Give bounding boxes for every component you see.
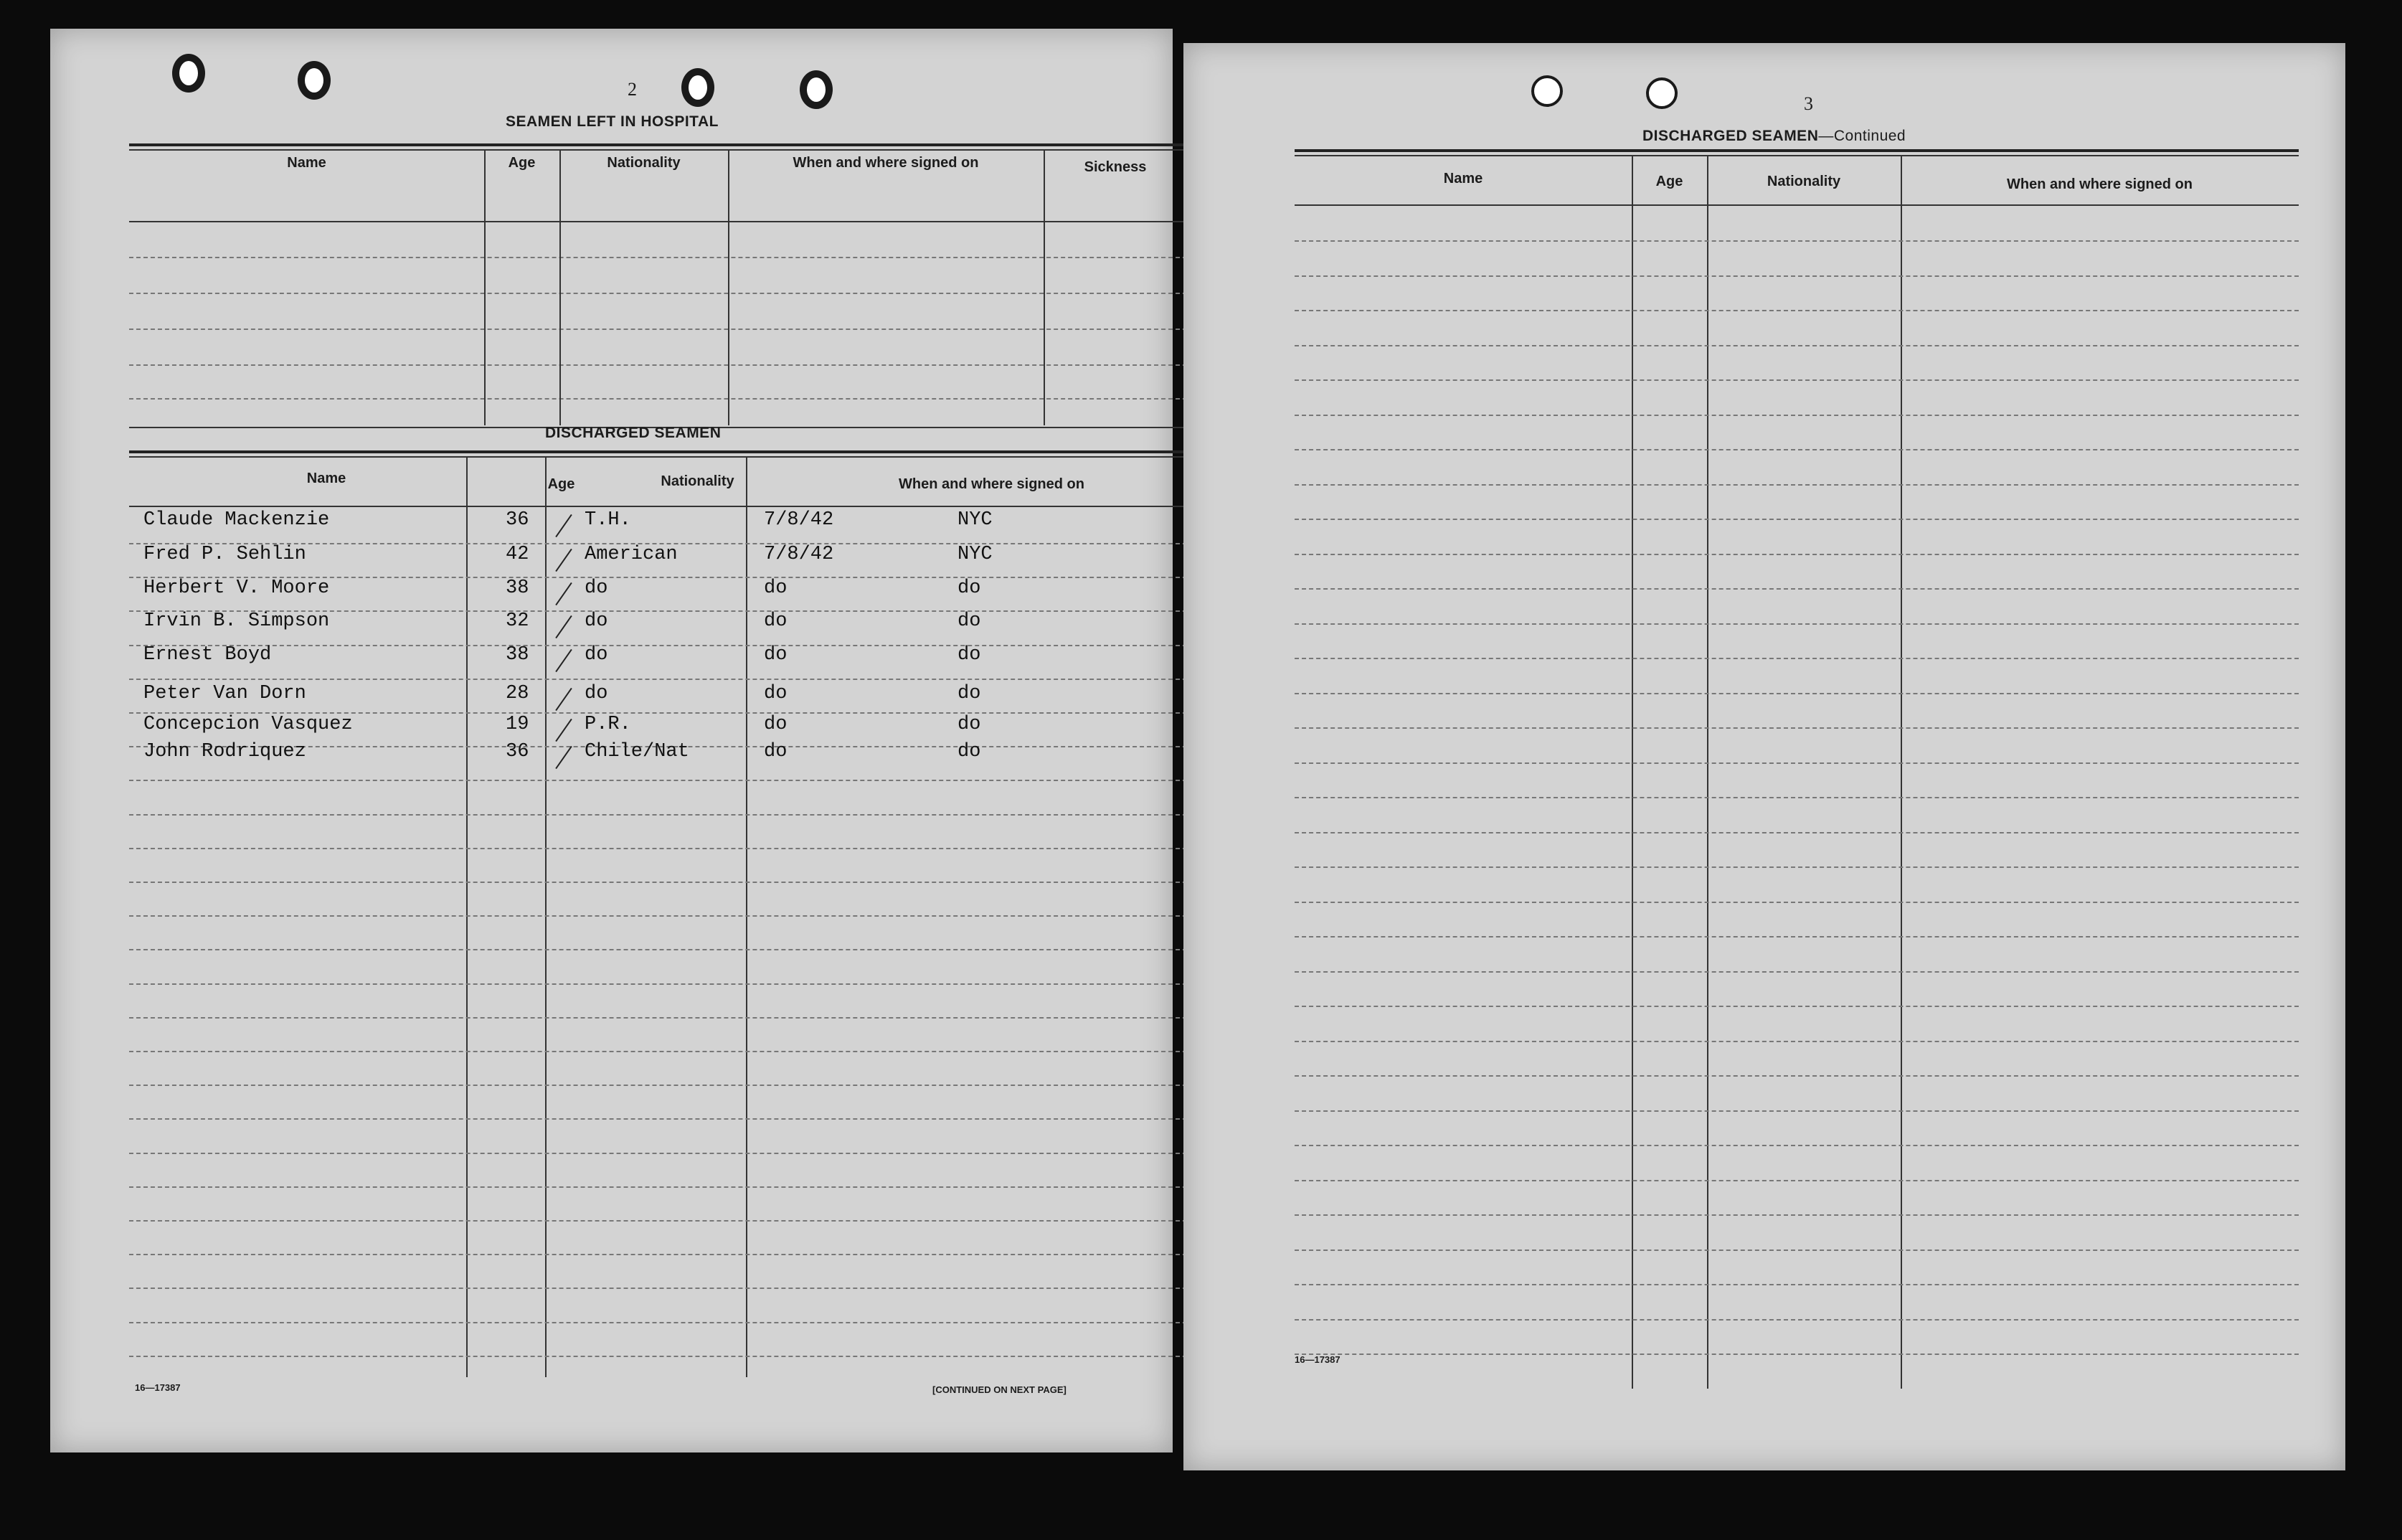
hospital-header-signed-on: When and where signed on bbox=[793, 155, 979, 171]
seaman-nationality: P.R. bbox=[585, 714, 631, 735]
form-number: 16—17387 bbox=[135, 1382, 181, 1393]
signed-on-date: do bbox=[764, 683, 788, 704]
seaman-name: John Rodriquez bbox=[143, 741, 306, 762]
signed-on-date: 7/8/42 bbox=[764, 509, 834, 531]
signed-on-place: do bbox=[958, 577, 981, 599]
right-header-name: Name bbox=[1443, 171, 1483, 186]
hospital-section-title: SEAMEN LEFT IN HOSPITAL bbox=[506, 113, 719, 130]
seaman-name: Claude Mackenzie bbox=[143, 509, 330, 531]
discharged-header-nationality: Nationality bbox=[661, 473, 734, 489]
check-mark bbox=[555, 615, 572, 638]
left-page bbox=[50, 29, 1173, 1452]
signed-on-place: do bbox=[958, 741, 981, 762]
hospital-header-sickness: Sickness bbox=[1084, 159, 1147, 175]
signed-on-date: do bbox=[764, 577, 788, 599]
punch-hole bbox=[800, 70, 833, 109]
signed-on-date: do bbox=[764, 610, 788, 632]
right-header-signed-on: When and where signed on bbox=[2007, 176, 2193, 192]
check-mark bbox=[555, 514, 572, 537]
check-mark bbox=[555, 649, 572, 672]
page-number: 3 bbox=[1804, 93, 1813, 114]
seaman-nationality: Chile/Nat bbox=[585, 741, 689, 762]
hospital-header-nationality: Nationality bbox=[607, 155, 681, 171]
seaman-age: 32 bbox=[506, 610, 529, 632]
hospital-header-name: Name bbox=[287, 155, 326, 171]
seaman-age: 38 bbox=[506, 644, 529, 666]
page-number: 2 bbox=[628, 79, 637, 100]
punch-hole bbox=[1646, 77, 1678, 109]
check-mark bbox=[555, 719, 572, 742]
seaman-nationality: American bbox=[585, 544, 678, 565]
seaman-name: Fred P. Sehlin bbox=[143, 544, 306, 565]
seaman-nationality: do bbox=[585, 610, 608, 632]
discharged-continued-title: DISCHARGED SEAMEN—Continued bbox=[1642, 128, 1906, 144]
check-mark bbox=[555, 746, 572, 769]
seaman-name: Irvin B. Simpson bbox=[143, 610, 330, 632]
seaman-age: 36 bbox=[506, 509, 529, 531]
seaman-nationality: do bbox=[585, 683, 608, 704]
seaman-nationality: do bbox=[585, 644, 608, 666]
signed-on-date: 7/8/42 bbox=[764, 544, 834, 565]
seaman-age: 28 bbox=[506, 683, 529, 704]
signed-on-place: NYC bbox=[958, 544, 993, 565]
punch-hole bbox=[172, 54, 205, 93]
check-mark bbox=[555, 582, 572, 605]
punch-hole bbox=[1531, 75, 1563, 107]
signed-on-date: do bbox=[764, 714, 788, 735]
seaman-age: 38 bbox=[506, 577, 529, 599]
right-header-nationality: Nationality bbox=[1767, 174, 1841, 189]
signed-on-place: do bbox=[958, 644, 981, 666]
signed-on-date: do bbox=[764, 644, 788, 666]
check-mark bbox=[555, 549, 572, 572]
check-mark bbox=[555, 688, 572, 711]
signed-on-date: do bbox=[764, 741, 788, 762]
signed-on-place: do bbox=[958, 714, 981, 735]
seaman-name: Ernest Boyd bbox=[143, 644, 272, 666]
hospital-header-age: Age bbox=[508, 155, 536, 171]
signed-on-place: do bbox=[958, 610, 981, 632]
discharged-header-signed-on: When and where signed on bbox=[899, 476, 1084, 492]
seaman-age: 36 bbox=[506, 741, 529, 762]
continued-note: [CONTINUED ON NEXT PAGE] bbox=[932, 1384, 1067, 1395]
right-page bbox=[1183, 43, 2345, 1470]
seaman-age: 19 bbox=[506, 714, 529, 735]
seaman-name: Concepcion Vasquez bbox=[143, 714, 353, 735]
right-header-age: Age bbox=[1655, 174, 1683, 189]
discharged-header-name: Name bbox=[306, 471, 346, 486]
seaman-age: 42 bbox=[506, 544, 529, 565]
signed-on-place: NYC bbox=[958, 509, 993, 531]
signed-on-place: do bbox=[958, 683, 981, 704]
seaman-nationality: T.H. bbox=[585, 509, 631, 531]
punch-hole bbox=[298, 61, 331, 100]
discharged-section-title: DISCHARGED SEAMEN bbox=[545, 425, 722, 441]
form-number: 16—17387 bbox=[1295, 1354, 1341, 1365]
punch-hole bbox=[681, 68, 714, 107]
discharged-header-age: Age bbox=[547, 476, 575, 492]
seaman-name: Peter Van Dorn bbox=[143, 683, 306, 704]
seaman-nationality: do bbox=[585, 577, 608, 599]
seaman-name: Herbert V. Moore bbox=[143, 577, 330, 599]
